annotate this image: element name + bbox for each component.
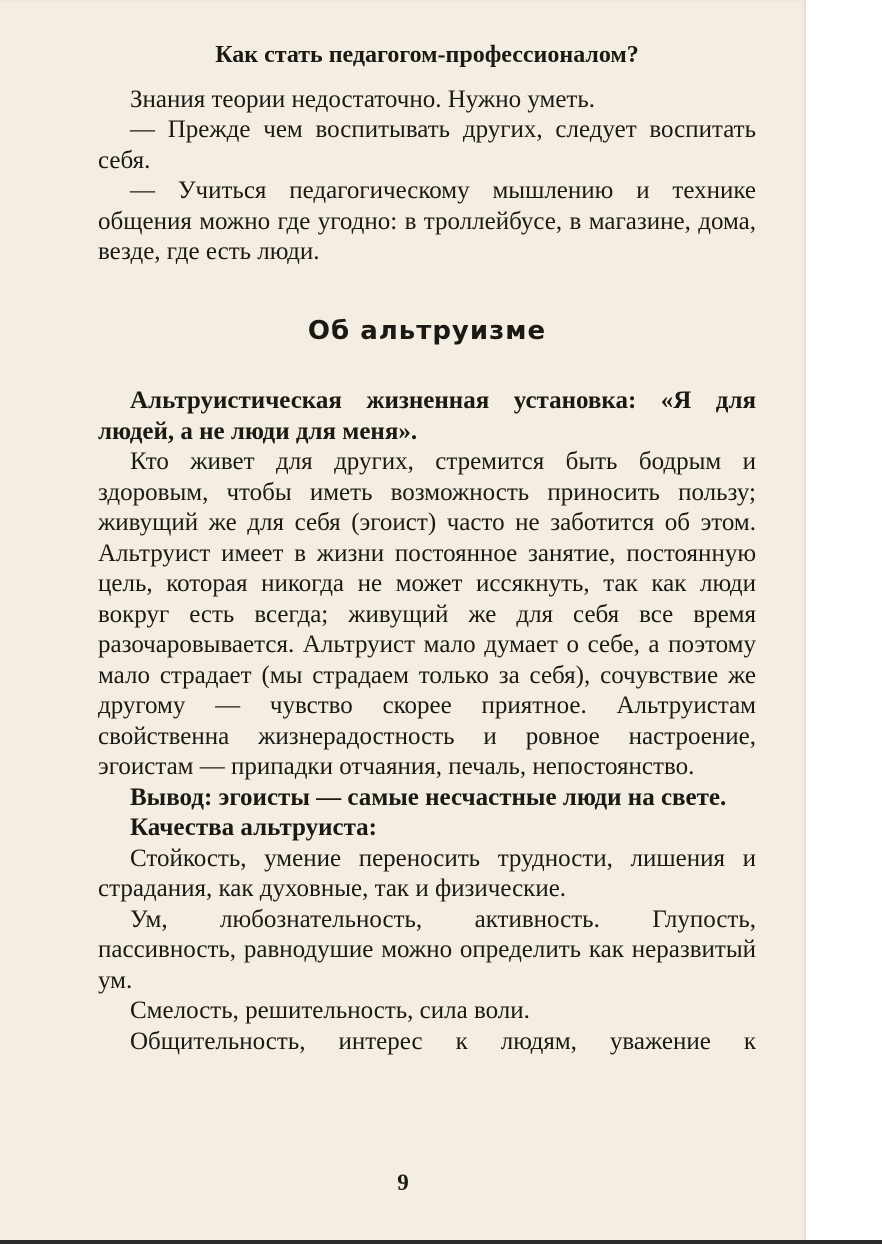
altruism-setting: Альтруистическая жизненная установка: «Я для людей, а не люди для меня». bbox=[98, 387, 756, 445]
conclusion: Вывод: эгоисты — самые несчастные люди на свете. bbox=[130, 783, 727, 811]
page-number: 9 bbox=[397, 1170, 409, 1195]
quality-item: Общительность, интерес к людям, уважение к bbox=[130, 1027, 756, 1055]
qualities-title: Качества альтруиста: bbox=[130, 814, 378, 841]
section-title: Об альтруизме bbox=[307, 315, 547, 346]
intro-paragraph-3: — Учиться педагогическому мышлению и технике общения можно где угодно: в троллейбусе, в магазине, дома, везде, где есть люди. bbox=[98, 177, 756, 265]
altruism-body: Кто живет для других, стремится быть бодрым и здоровым, чтобы иметь возможность приносить пользу; живущий же для себя (эгоист) часто не заботится об этом. Альтруист имеет в жизни постоянное занятие, постоянную цель, которая никогда не может иссякнуть, так как люди вокруг есть всегда; живущий же для себя все время разочаровывается. Альтруист мало думает о себе, а поэтому мало страдает (мы страдаем только за себя), сочувствие же другому — чувство скорее приятное. Альтруистам свойственна жизнерадостность и ровное настроение, эгоистам — припадки отчаяния, печаль, непостоянство. bbox=[98, 448, 756, 780]
question-heading: Как стать педагогом-профессионалом? bbox=[215, 42, 639, 68]
quality-item: Ум, любознательность, активность. Глупость, пассивность, равнодушие можно определить как неразвитый ум. bbox=[98, 905, 756, 994]
scan-border bbox=[0, 1240, 882, 1244]
scan-margin bbox=[806, 0, 882, 1244]
intro-paragraph-1: Знания теории недостаточно. Нужно уметь. bbox=[130, 85, 595, 113]
intro-paragraph-2: — Прежде чем воспитывать других, следует воспитать себя. bbox=[98, 116, 756, 174]
quality-item: Стойкость, умение переносить трудности, лишения и страдания, как духовные, так и физические. bbox=[98, 844, 756, 902]
page-text bbox=[98, 40, 756, 1057]
quality-item: Смелость, решительность, сила воли. bbox=[130, 997, 530, 1024]
